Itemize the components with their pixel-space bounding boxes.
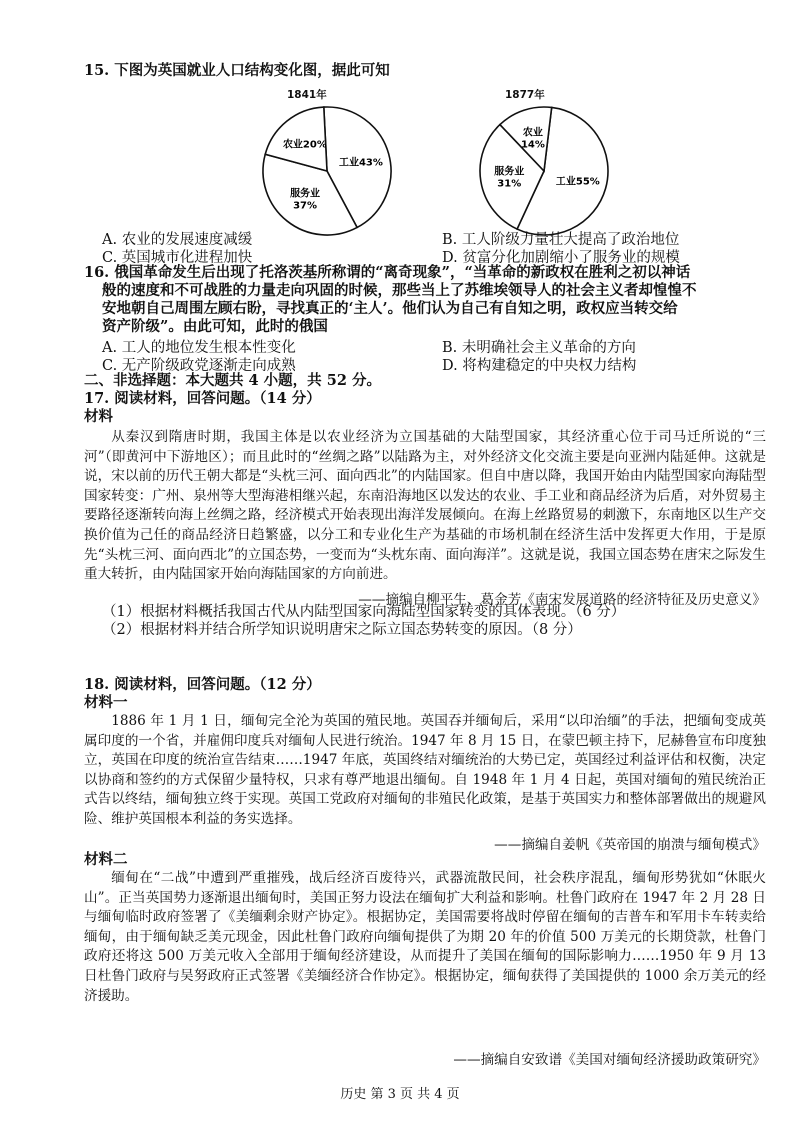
pie-1877-title: 1877年 <box>505 89 545 101</box>
q15-option-c: C. 英国城市化进程加快 <box>102 250 253 266</box>
q18-material1-text: 1886 年 1 月 1 日，缅甸完全沦为英国的殖民地。英国吞并缅甸后，采用“以印治缅”的手法，把缅甸变成英属印度的一个省，并雇佣印度兵对缅甸人民进行统治。1947 年 8 月 15 日，在蒙巴顿主持下，尼赫鲁宣布印度独立，英国在印度的统治宣告结束……1947 年底，英国终结对缅统治的大势已定，英国经过利益评估和权衡，决定以协商和签约的方式保留少量特权，只求有尊严地退出缅甸。自 1948 年 1 月 4 日起，英国对缅甸的殖民统治正式告以终结，缅甸独立终于实现。英国工党政府对缅甸的非殖民化政策，是基于英国实力和整体部署做出的规避风险、维护英国根本利益的务实选择。 <box>84 713 766 827</box>
pie-label-工业: 工业43% <box>338 157 383 169</box>
q18-stem: 18. 阅读材料，回答问题。（12 分） <box>84 676 321 693</box>
q17-subquestion-2: （2）根据材料并结合所学知识说明唐宋之际立国态势转变的原因。（8 分） <box>102 622 582 638</box>
pie-label-服务业: 服务业 37% <box>290 188 321 212</box>
page-footer: 历史 第 3 页 共 4 页 <box>340 1087 460 1102</box>
q18-material2-label: 材料二 <box>84 851 128 868</box>
pie-chart-1877 <box>474 101 614 241</box>
q16-option-d: D. 将构建稳定的中央权力结构 <box>442 358 637 374</box>
section-2-heading: 二、非选择题：本大题共 4 小题，共 52 分。 <box>84 372 381 389</box>
q16-stem-line-1: 16. 俄国革命发生后出现了托洛茨基所称谓的“离奇现象”，“当革命的新政权在胜利之初以神话 <box>84 264 691 281</box>
q17-subquestion-1: （1）根据材料概括我国古代从内陆型国家向海陆型国家转变的具体表现。（6 分） <box>102 604 626 620</box>
pie-label-工业: 工业55% <box>555 176 600 188</box>
pie-label-农业: 农业 14% <box>520 127 545 151</box>
q17-source: ——摘编自柳平生、葛金芳《南宋发展道路的经济特征及历史意义》 <box>358 592 766 608</box>
q17-stem: 17. 阅读材料，回答问题。（14 分） <box>84 390 321 407</box>
pie-chart-1841 <box>257 101 397 241</box>
q16-option-c: C. 无产阶级政党逐渐走向成熟 <box>102 358 296 374</box>
q18-source-1: ——摘编自姜帆《英帝国的崩溃与缅甸模式》 <box>494 837 766 853</box>
q18-material1-label: 材料一 <box>84 694 128 711</box>
q16-stem-line-2: 般的速度和不可战胜的力量走向巩固的时候，那些当上了苏维埃领导人的社会主义者却惶惶不 <box>102 282 697 299</box>
pie-1841-title: 1841年 <box>287 89 327 101</box>
q17-material-text: 从秦汉到隋唐时期，我国主体是以农业经济为立国基础的大陆型国家，其经济重心位于司马迁所说的“三河”（即黄河中下游地区）；而且此时的“丝绸之路”以陆路为主，对外经济文化交流主要是向亚洲内陆延伸。这就是说，宋以前的历代王朝大都是“头枕三河、面向西北”的内陆国家。但自中唐以降，我国开始由内陆型国家向海陆型国家转变：广州、泉州等大型海港相继兴起，东南沿海地区以发达的农业、手工业和商品经济为后盾，对外贸易主要路径逐渐转向海上丝绸之路，经济模式开始表现出海洋发展倾向。在海上丝路贸易的刺激下，东南地区以生产交换价值为己任的商品经济日趋繁盛，以分工和专业化生产为基础的市场机制在经济生活中发挥更大作用，于是原先“头枕三河、面向西北”的立国态势，一变而为“头枕东南、面向海洋”。这就是说，我国立国态势在唐宋之际发生重大转折，由内陆国家开始向海陆国家的方向前进。 <box>84 429 766 583</box>
pie-label-服务业: 服务业 31% <box>494 166 525 190</box>
q16-stem-line-3: 安地朝自己周围左顾右盼，寻找真正的‘主人’。他们认为自己有自知之明，政权应当转交给 <box>102 300 678 317</box>
q16-stem-line-4: 资产阶级”。由此可知，此时的俄国 <box>102 318 328 335</box>
q15-stem: 15. 下图为英国就业人口结构变化图，据此可知 <box>84 62 390 79</box>
q16-option-a: A. 工人的地位发生根本性变化 <box>102 340 296 356</box>
q18-source-2: ——摘编自安致谱《美国对缅甸经济援助政策研究》 <box>453 1052 766 1068</box>
q15-option-b: B. 工人阶级力量壮大提高了政治地位 <box>442 232 680 248</box>
pie-label-农业: 农业20% <box>282 139 327 151</box>
q15-option-d: D. 贫富分化加剧缩小了服务业的规模 <box>442 250 680 266</box>
q17-material-label: 材料 <box>84 408 113 425</box>
q15-option-a: A. 农业的发展速度减缓 <box>102 232 253 248</box>
q16-option-b: B. 未明确社会主义革命的方向 <box>442 340 636 356</box>
q18-material2-text: 缅甸在“二战”中遭到严重摧残，战后经济百废待兴，武器流散民间，社会秩序混乱，缅甸形势犹如“休眠火山”。正当英国势力逐渐退出缅甸时，美国正努力设法在缅甸扩大利益和影响。杜鲁门政府在 1947 年 2 月 28 日与缅甸临时政府签署了《美缅剩余财产协定》。根据协定，美国需要将战时停留在缅甸的吉普车和军用卡车转卖给缅甸，由于缅甸缺乏美元现金，因此杜鲁门政府向缅甸提供了为期 20 年的价值 500 万美元的长期贷款，杜鲁门政府还将这 500 万美元收入全部用于缅甸经济建设，从而提升了美国在缅甸的国际影响力……1950 年 9 月 13 日杜鲁门政府与吴努政府正式签署《美缅经济合作协定》。根据协定，缅甸获得了美国提供的 1000 余万美元的经济援助。 <box>84 870 766 1004</box>
